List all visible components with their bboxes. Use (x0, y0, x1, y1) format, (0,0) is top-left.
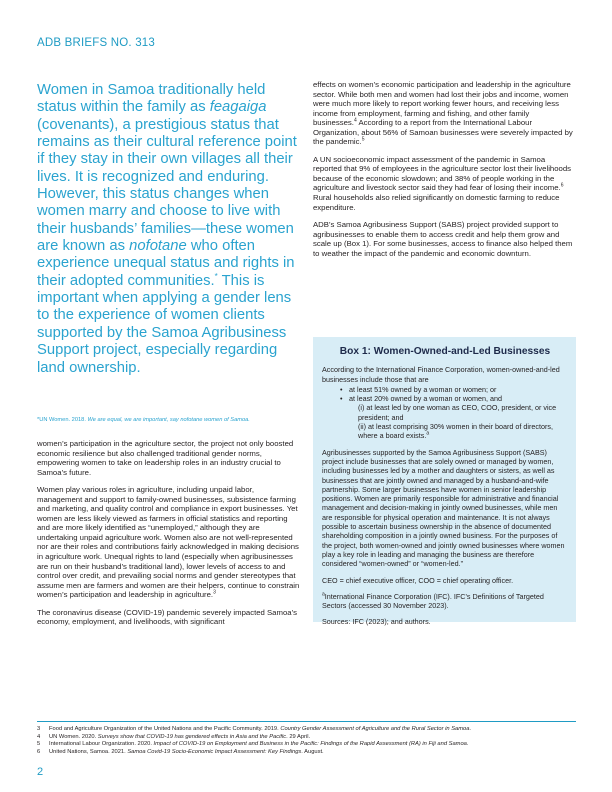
box-intro: According to the International Finance Corporation, women-owned-and-led businesses include those that are (322, 365, 560, 384)
box-sources: Sources: IFC (2023); and authors. (322, 617, 431, 627)
footnote: 6 United Nations, Samoa. 2021. Samoa Covid-19 Socio-Economic Impact Assessment: Key Findings. August. (37, 748, 324, 755)
footnote: 4 UN Women. 2020. Surveys show that COVID-19 has gendered effects in Asia and the Pacific. 29 April. (37, 733, 311, 740)
box-title: Box 1: Women-Owned-and-Led Businesses (339, 346, 551, 357)
body-paragraph: A UN socioeconomic impact assessment of the pandemic in Samoa reported that 9% of employees in the agriculture sector lost their livelihoods because of the economic slowdown; and 38% of people working in the agriculture and livestock sector said they had fear of losing their income.$^6$ Rural households also relied significantly on domestic farming to reduce expenditure. (313, 154, 572, 212)
body-paragraph: The coronavirus disease (COVID-19) pandemic severely impacted Samoa’s economy, employment, and livelihoods, with significant (37, 607, 298, 627)
pull-quote: Women in Samoa traditionally held status within the family as feagaiga (covenants), a prestigious status that remains as their cultural reference point if they stay in their own villages all their lives. It is recognized and enduring. However, this status changes when women marry and choose to live with their husbands’ families—these women are known as nofotane who often experience unequal status and rights in their adopted communities.* This is important when applying a gender lens to the experience of women clients supported by the Samoa Agribusiness Support project, especially regarding land ownership. (37, 82, 297, 376)
sub-criterion: (ii) at least comprising 30% women in their board of directors, where a board exists.$^a$ (358, 422, 553, 441)
box-body: Agribusinesses supported by the Samoa Agribusiness Support (SABS) project include businesses that are solely owned or managed by women, including businesses led by a mother and daughters or sisters, as well as businesses that are jointly owned and managed by a husband-and-wife partnership. Some larger businesses have women in senior leadership positions. Women are primarily responsible for administrative and financial management and decision-making in jointly owned businesses, while men are responsible for physical operation and maintenance. It is not always possible to ascertain business ownership in the absence of documented shareholding composition in a jointly owned business. For the purposes of the project, both women-owned and jointly owned businesses where women play a key role in leading and managing the business are therefore considered “women-owned” or “women-led.” (322, 447, 565, 569)
box-abbreviations: CEO = chief executive officer, COO = chief operating officer. (322, 575, 514, 585)
box-criteria-list (322, 385, 568, 441)
footnote: 5 International Labour Organization. 2020. Impact of COVID-19 on Employment and Business in the Pacific: Findings of the Rapid Assessment (RA) in Fiji and Samoa. (37, 741, 469, 748)
body-paragraph: women’s participation in the agriculture sector, the project not only boosted economic resilience but also challenged traditional gender norms, empowering women to take on leadership roles in an industry crucial to Samoa’s future. (37, 439, 294, 477)
sub-criterion: (i) at least led by one woman as CEO, COO, president, or vice president; and (358, 403, 557, 422)
body-paragraph: effects on women’s economic participation and leadership in the agriculture sector. While both men and women had lost their jobs and income, women were much more likely to report working fewer hours, and receiving less income from employment, farming and fishing, and other family businesses.$^4$ According to a report from the International Labour Organization, about 56% of Samoan businesses were severely impacted by the pandemic.$^5$ (313, 80, 573, 147)
box-note: $^a$International Finance Corporation (IFC). IFC’s Definitions of Targeted Sectors (accessed 30 November 2023). (322, 591, 544, 611)
right-column (313, 80, 575, 266)
footnote: 3 Food and Agriculture Organization of the United Nations and the Pacific Community. 2019. Country Gender Assessment of Agriculture and the Rural Sector in Samoa. (37, 726, 472, 732)
footnotes (37, 726, 577, 756)
footnote-ref[interactable]: 3 (213, 589, 216, 596)
pull-quote-footnote: *UN Women. 2018. We are equal, we are important, say nofotane women of Samoa. (37, 417, 250, 423)
page-number: 2 (37, 766, 44, 778)
box-women-owned-businesses (313, 337, 576, 627)
body-paragraph: ADB’s Samoa Agribusiness Support (SABS) project provided support to agribusinesses to enable them to access credit and help them grow and scale up (Box 1). For some businesses, access to finance also helped them to weather the impact of the pandemic and economic downturn. (313, 220, 573, 258)
footnote-ref[interactable]: 6 (560, 182, 564, 189)
body-paragraph: Women play various roles in agriculture, including unpaid labor, management and support to family-owned businesses, subsistence farming and marketing, and quality control and compliance in export businesses. Yet women are less likely viewed as farmers in official statistics and reporting and are more likely identified as “unemployed,” although they are undertaking unpaid agriculture work. Women also are not well-represented nor are their roles and contributions fairly acknowledged in making decisions in agriculture work. Unequal rights to land (especially when agribusinesses are run on their husband’s traditional land), lower levels of access to and control over credit, and prevailing social norms and gender stereotypes that assume men are farmers and women are their helpers, continue to constrain women’s participation and leadership in agriculture.$^3$ (37, 485, 300, 600)
list-item: • at least 51% owned by a woman or women; or (322, 385, 568, 394)
footnote-ref[interactable]: 5 (361, 136, 365, 143)
list-item: • at least 20% owned by a woman or women, and (i) at least led by one woman as CEO, COO, president, or vice president; and (ii) at least comprising 30% women in their board of directors, where a board exists.$^a$ (322, 394, 568, 440)
footnote-ref[interactable]: 4 (353, 117, 357, 124)
left-column (37, 439, 300, 635)
footnote-divider (37, 721, 576, 722)
brief-series-header: ADB BRIEFS NO. 313 (37, 37, 155, 49)
